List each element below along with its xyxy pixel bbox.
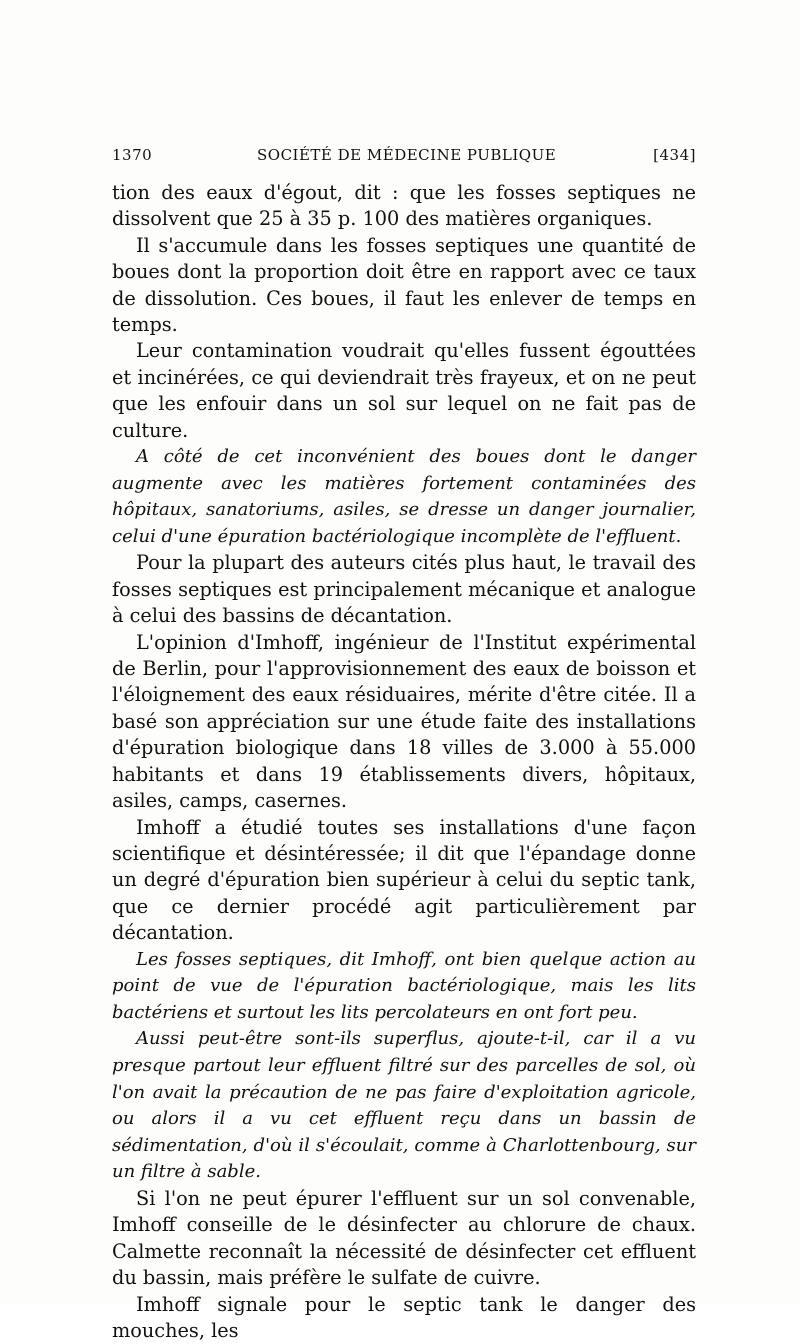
page-reference: [434]	[653, 146, 696, 164]
italic-quote-3: Aussi peut-être sont-ils superflus, ajoute-t-il, car il a vu presque partout leur effluent filtré sur des parcelles de sol, où l'on avait la précaution de ne pas faire d'exploitation agricole, ou alors il a vu cet effluent reçu dans un bassin de sédimentation, d'où il s'écoulait, comme à Charlottenbourg, sur un filtre à sable.	[112, 1026, 696, 1186]
paragraph-3: Leur contamination voudrait qu'elles fussent égouttées et incinérées, ce qui deviendrait très frayeux, et on ne peut que les enfouir dans un sol sur lequel on ne fait pas de culture.	[112, 338, 696, 444]
paragraph-1: tion des eaux d'égout, dit : que les fosses septiques ne dissolvent que 25 à 35 p. 100 des matières organiques.	[112, 180, 696, 233]
paragraph-4: Pour la plupart des auteurs cités plus haut, le travail des fosses septiques est principalement mécanique et analogue à celui des bassins de décantation.	[112, 550, 696, 629]
paragraph-6: Imhoff a étudié toutes ses installations d'une façon scientifique et désintéressée; il dit que l'épandage donne un degré d'épuration bien supérieur à celui du septic tank, que ce dernier procédé agit particulièrement par décantation.	[112, 815, 696, 947]
running-title: SOCIÉTÉ DE MÉDECINE PUBLIQUE	[257, 146, 556, 164]
italic-quote-1: A côté de cet inconvénient des boues dont le danger augmente avec les matières fortement contaminées des hôpitaux, sanatoriums, asiles, se dresse un danger journalier, celui d'une épuration bactériologique incomplète de l'effluent.	[112, 444, 696, 550]
paragraph-2: Il s'accumule dans les fosses septiques une quantité de boues dont la proportion doit être en rapport avec ce taux de dissolution. Ces boues, il faut les enlever de temps en temps.	[112, 233, 696, 339]
body-text	[112, 180, 696, 1344]
italic-quote-2: Les fosses septiques, dit Imhoff, ont bien quelque action au point de vue de l'épuration bactériologique, mais les lits bactériens et surtout les lits percolateurs en ont fort peu.	[112, 947, 696, 1027]
paragraph-5: L'opinion d'Imhoff, ingénieur de l'Institut expérimental de Berlin, pour l'approvisionnement des eaux de boisson et l'éloignement des eaux résiduaires, mérite d'être citée. Il a basé son appréciation sur une étude faite des installations d'épuration biologique dans 18 villes de 3.000 à 55.000 habitants et dans 19 établissements divers, hôpitaux, asiles, camps, casernes.	[112, 630, 696, 815]
running-header	[112, 146, 696, 170]
paragraph-8: Imhoff signale pour le septic tank le danger des mouches, les	[112, 1292, 696, 1344]
paragraph-7: Si l'on ne peut épurer l'effluent sur un sol convenable, Imhoff conseille de le désinfecter au chlorure de chaux. Calmette reconnaît la nécessité de désinfecter cet effluent du bassin, mais préfère le sulfate de cuivre.	[112, 1186, 696, 1292]
page-number: 1370	[112, 146, 152, 164]
